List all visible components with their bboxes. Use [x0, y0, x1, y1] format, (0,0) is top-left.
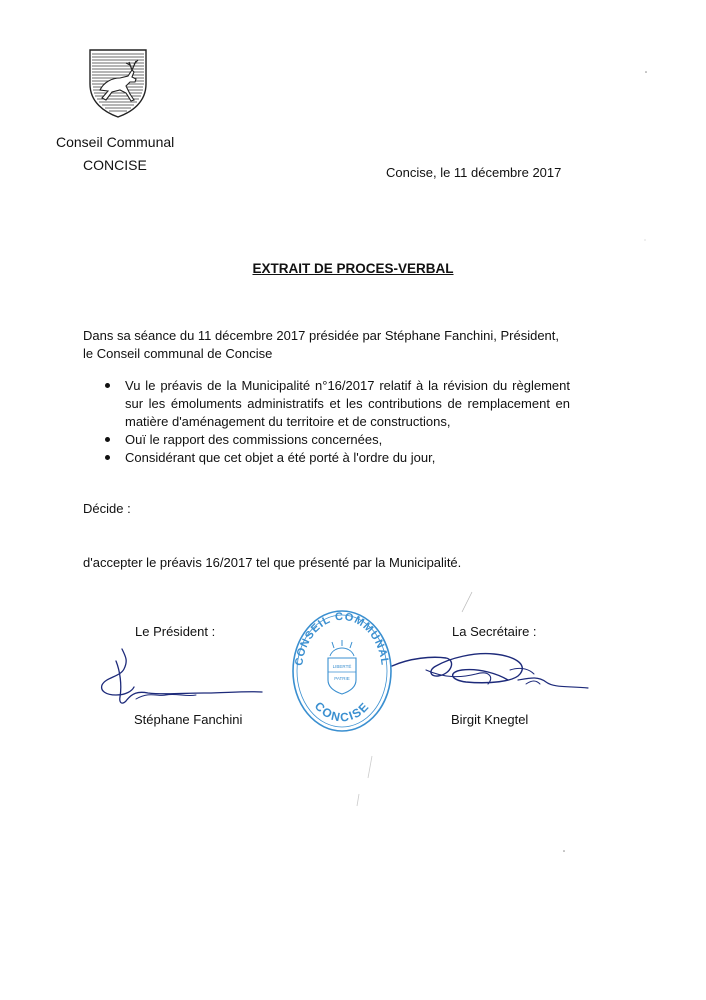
- consideration-text: Vu le préavis de la Municipalité n°16/2017 relatif à la révision du règlement sur les émoluments administratifs et les contributions de remplacement en matière d'aménagement du territoire et de constructions,: [125, 378, 570, 429]
- consideration-item: [100, 431, 570, 449]
- secretary-name: Birgit Knegtel: [451, 712, 529, 727]
- bullet-dot-icon: [105, 437, 110, 442]
- council-town: CONCISE: [83, 157, 147, 173]
- secretary-signature: [390, 640, 590, 696]
- stamp-top-text: CONSEIL COMMUNAL: [293, 610, 391, 667]
- president-name: Stéphane Fanchini: [134, 712, 243, 727]
- document-date: Concise, le 11 décembre 2017: [386, 165, 562, 180]
- consideration-text: Considérant que cet objet a été porté à l'ordre du jour,: [125, 450, 436, 465]
- stamp-motto-line2: PATRIE: [334, 676, 350, 681]
- stamp-motto-line1: LIBERTÉ: [332, 664, 352, 669]
- intro-paragraph: Dans sa séance du 11 décembre 2017 présidée par Stéphane Fanchini, Président, le Conseil communal de Concise: [83, 328, 560, 361]
- consideration-item: [100, 449, 570, 467]
- president-signature: [92, 645, 264, 713]
- decision-text: d'accepter le préavis 16/2017 tel que présenté par la Municipalité.: [83, 555, 462, 570]
- bullet-dot-icon: [105, 383, 110, 388]
- decide-label: Décide :: [83, 501, 131, 516]
- council-stamp: [290, 608, 394, 734]
- bullet-dot-icon: [105, 455, 110, 460]
- president-label: Le Président :: [135, 624, 216, 639]
- consideration-text: Ouï le rapport des commissions concernées,: [125, 432, 383, 447]
- stamp-bottom-text: CONCISE: [311, 698, 373, 725]
- stag-coat-of-arms-icon: [86, 46, 150, 120]
- secretary-label: La Secrétaire :: [452, 624, 537, 639]
- council-name: Conseil Communal: [56, 134, 175, 150]
- consideration-item: [100, 377, 570, 431]
- considerations-list: [100, 377, 570, 467]
- document-title: EXTRAIT DE PROCES-VERBAL: [252, 261, 454, 276]
